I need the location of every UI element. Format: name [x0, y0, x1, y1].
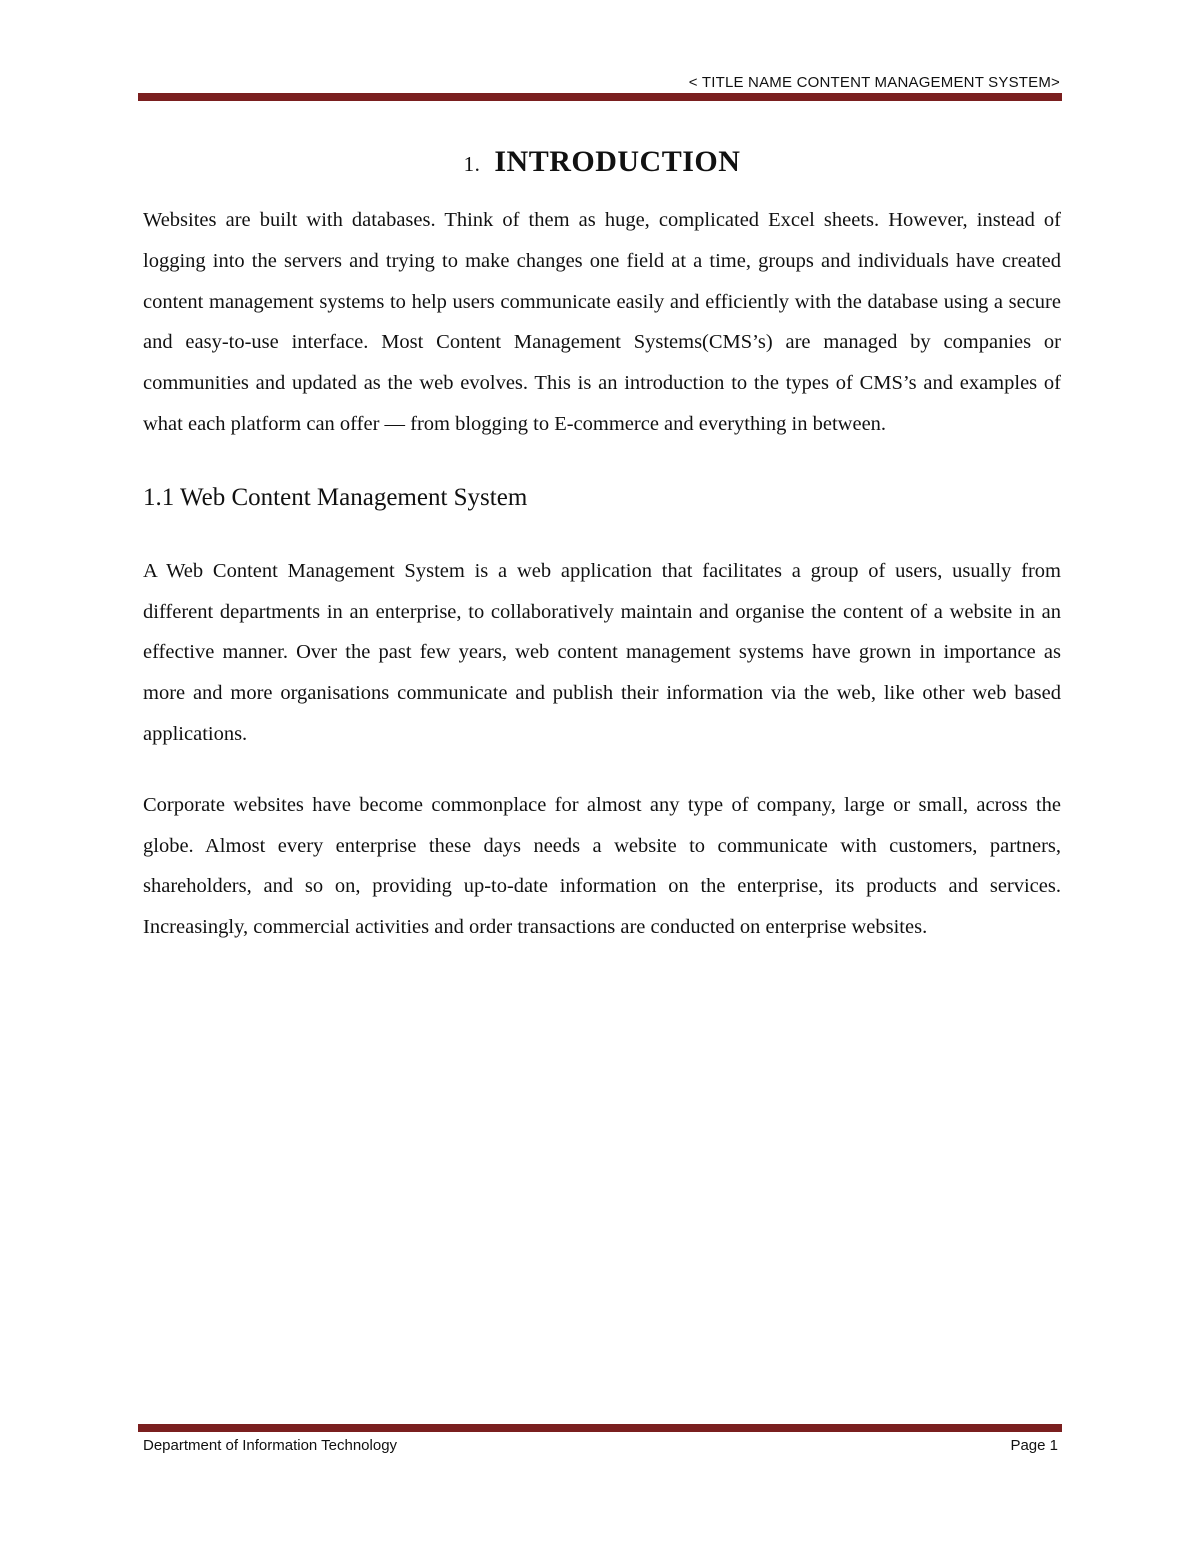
section-paragraph-1: A Web Content Management System is a web application that facilitates a group of users, usually from different departments in an enterprise, to collaboratively maintain and organise the content of a website in an effective manner. Over the past few years, web content management systems have grown in importance as more and more organisations communicate and publish their information via the web, like other web based applications.	[143, 559, 1061, 745]
header-divider	[138, 93, 1062, 101]
chapter-heading	[143, 140, 1061, 186]
intro-paragraph: Websites are built with databases. Think of them as huge, complicated Excel sheets. However, instead of logging into the servers and trying to make changes one field at a time, groups and individuals have created content management systems to help users communicate easily and efficiently with the database using a secure and easy-to-use interface. Most Content Management Systems(CMS’s) are managed by companies or communities and updated as the web evolves. This is an introduction to the types of CMS’s and examples of what each platform can offer — from blogging to E-commerce and everything in between.	[143, 209, 1061, 435]
footer-divider	[138, 1424, 1062, 1432]
footer-department: Department of Information Technology	[143, 1437, 398, 1454]
chapter-number: 1.	[463, 152, 481, 176]
page-header-title: < TITLE NAME CONTENT MANAGEMENT SYSTEM>	[688, 74, 1060, 91]
page-body	[143, 140, 1061, 948]
section-paragraph-2: Corporate websites have become commonplace for almost any type of company, large or small, across the globe. Almost every enterprise these days needs a website to communicate with customers, partners, shareholders, and so on, providing up-to-date information on the enterprise, its products and services. Increasingly, commercial activities and order transactions are conducted on enterprise websites.	[143, 793, 1061, 939]
chapter-title: INTRODUCTION	[494, 145, 741, 178]
section-heading: 1.1 Web Content Management System	[143, 483, 528, 511]
footer-page-number: Page 1	[1010, 1437, 1058, 1454]
